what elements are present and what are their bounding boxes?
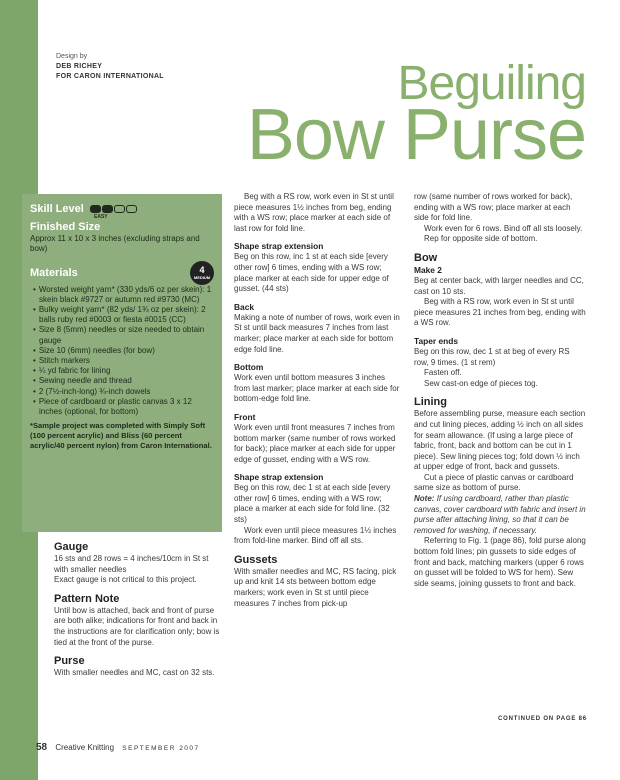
materials-item: • Sewing needle and thread: [30, 376, 214, 386]
skill-box-1: [90, 205, 101, 213]
purse-heading: Purse: [54, 655, 85, 668]
gussets-continued-text: row (same number of rows worked for back), ending with a WS row; place marker at each side for fold line.: [414, 192, 573, 223]
finished-size-heading: Finished Size: [30, 221, 101, 233]
taper-ends-heading: Taper ends: [414, 335, 459, 346]
materials-item: • Size 10 (6mm) needles (for bow): [30, 346, 214, 356]
purse-text: With smaller needles and MC, cast on 32 sts.: [54, 668, 215, 678]
materials-item: • Size 8 (5mm) needles or size needed to obtain gauge: [30, 325, 214, 345]
lining-text-3: Referring to Fig. 1 (page 86), fold purse along bottom fold lines; pin gussets to side edges of front and back, matching markers (upper 6 rows on gusset will be folded to WS for hem). Sew side seams, joining gussets to front and back.: [414, 536, 586, 588]
shape-strap-heading-1: Shape strap extension: [234, 241, 324, 252]
materials-sidebar: [22, 194, 222, 532]
column-2: [234, 192, 400, 609]
issue-date: SEPTEMBER 2007: [122, 745, 200, 752]
gussets-text: With smaller needles and MC, RS facing, pick up and knit 14 sts between bottom edge markers; work even in St st until piece measures 7 inches from pick-up: [234, 566, 397, 608]
pattern-note-heading: Pattern Note: [54, 592, 120, 605]
taper-text-2: Fasten off.: [424, 368, 462, 378]
skill-box-4: [126, 205, 137, 213]
lining-heading: Lining: [414, 396, 447, 409]
continued-note: CONTINUED ON PAGE 86: [498, 716, 587, 722]
sample-note: *Sample project was completed with Simply Soft (100 percent acrylic) and Bliss (60 percent acrylic/40 percent nylon) from Caron International.: [30, 421, 212, 450]
bow-text-1: Beg at center back, with larger needles and CC, cast on 10 sts.: [414, 275, 584, 296]
materials-item: • 2 (7½-inch-long) ¾-inch dowels: [30, 387, 214, 397]
finished-size-text: Approx 11 x 10 x 3 inches (excluding straps and bow): [30, 234, 200, 254]
yarn-weight-label: MEDIUM: [193, 275, 211, 281]
credit-company: FOR CARON INTERNATIONAL: [56, 73, 164, 80]
shape-strap-heading-2: Shape strap extension: [234, 472, 324, 483]
make-2-heading: Make 2: [414, 264, 442, 275]
materials-item: • Bulky weight yarn* (82 yds/ 1¾ oz per skein): 2 balls ruby red #0003 or fiesta #0015 (CC): [30, 305, 214, 325]
page-footer: [36, 742, 200, 753]
gauge-heading: Gauge: [54, 541, 89, 553]
bottom-text: Work even until bottom measures 3 inches from last marker; place marker at each side for bottom-edge fold line.: [234, 373, 400, 404]
bottom-heading: Bottom: [234, 362, 264, 373]
skill-box-2: [102, 205, 113, 213]
front-text: Work even until front measures 7 inches from bottom marker (same number of rows worked for back); place marker at each side for upper edge of gusset, ending with a WS row.: [234, 422, 396, 464]
back-heading: Back: [234, 301, 255, 312]
materials-heading: Materials: [30, 266, 78, 279]
shape-strap-text-1: Beg on this row, inc 1 st at each side [every other row] 6 times, ending with a WS row; place marker at each side for upper edge of gusset. (44 sts): [234, 252, 389, 294]
shape-strap-text-3: Work even until piece measures 1½ inches from fold-line marker. Bind off all sts.: [234, 525, 397, 546]
skill-level-heading: Skill Level: [30, 203, 84, 215]
designer-credit: [56, 52, 164, 82]
lining-note-label: Note:: [414, 494, 435, 504]
bow-text-2: Beg with a RS row, work even in St st until piece measures 21 inches from beg, ending with a WS row.: [414, 297, 586, 328]
lining-text-1: Before assembling purse, measure each section and cut lining pieces, adding ½ inch on all sides for seam allowance. (If using a large piece of fabric, front, back and bottom can be cut in 1 piece). Sew lining pieces tog; fold down ½ inch at upper edge of front, back and gussets.: [414, 409, 586, 472]
credit-designer: DEB RICHEY: [56, 63, 103, 70]
materials-item: • Piece of cardboard or plastic canvas 3 x 12 inches (optional, for bottom): [30, 397, 214, 417]
taper-text-3: Sew cast-on edge of pieces tog.: [424, 378, 538, 388]
shape-strap-text-2: Beg on this row, dec 1 st at each side [every other row] 6 times, ending with a WS row; place a marker at each side for fold line. (32 sts): [234, 483, 391, 525]
title-line-2: Bow Purse: [246, 95, 586, 175]
bow-heading: Bow: [414, 251, 438, 264]
gauge-note: Exact gauge is not critical to this project.: [54, 575, 197, 585]
column-3: [414, 192, 586, 589]
credit-by: Design by: [56, 53, 88, 60]
lining-text-2: Cut a piece of plastic canvas or cardboard same size as bottom of purse.: [414, 472, 574, 493]
gussets-repeat-text: Rep for opposite side of bottom.: [424, 234, 538, 244]
magazine-name: Creative Knitting: [55, 743, 115, 752]
gauge-text: 16 sts and 28 rows = 4 inches/10cm in St st with smaller needles: [54, 554, 209, 574]
materials-item: • Worsted weight yarn* (330 yds/6 oz per skein): 1 skein black #9727 or autumn red #9730 (MC): [30, 285, 214, 305]
lining-note-text: If using cardboard, rather than plastic canvas, cover cardboard with fabric and insert in purse after attaching lining, so that it can be removed for washing, if necessary.: [414, 494, 586, 535]
front-heading: Front: [234, 411, 256, 422]
materials-header: [30, 261, 214, 285]
pattern-note-text: Until bow is attached, back and front of purse are both alike; indications for front and back in the instructions are for clarification only; bow is tied at the front of the purse.: [54, 605, 220, 647]
page-number: 58: [36, 742, 48, 753]
column-1: [54, 540, 224, 679]
back-text: Making a note of number of rows, work even in St st until back measures 7 inches from last marker; place marker at each side for bottom edge fold line.: [234, 312, 400, 354]
yarn-weight-number: 4: [199, 265, 205, 276]
title-line-1: Beguiling: [397, 57, 586, 110]
lining-note: [414, 494, 586, 536]
taper-text-1: Beg on this row, dec 1 st at beg of every RS row, 9 times. (1 st rem): [414, 346, 570, 367]
materials-item: • Stitch markers: [30, 356, 214, 366]
skill-box-3: [114, 205, 125, 213]
materials-list: [30, 285, 214, 418]
gussets-heading: Gussets: [234, 553, 278, 566]
purse-continued-text: Beg with a RS row, work even in St st until piece measures 1½ inches from beg, ending with a WS row; place marker at each side of last row for fold line.: [234, 192, 394, 233]
skill-level-label: EASY: [94, 214, 108, 220]
materials-item: • ¼ yd fabric for lining: [30, 366, 214, 376]
gussets-bind-off-text: Work even for 6 rows. Bind off all sts loosely.: [424, 223, 583, 233]
skill-level-icon: [90, 205, 138, 213]
yarn-weight-icon: [190, 261, 214, 285]
